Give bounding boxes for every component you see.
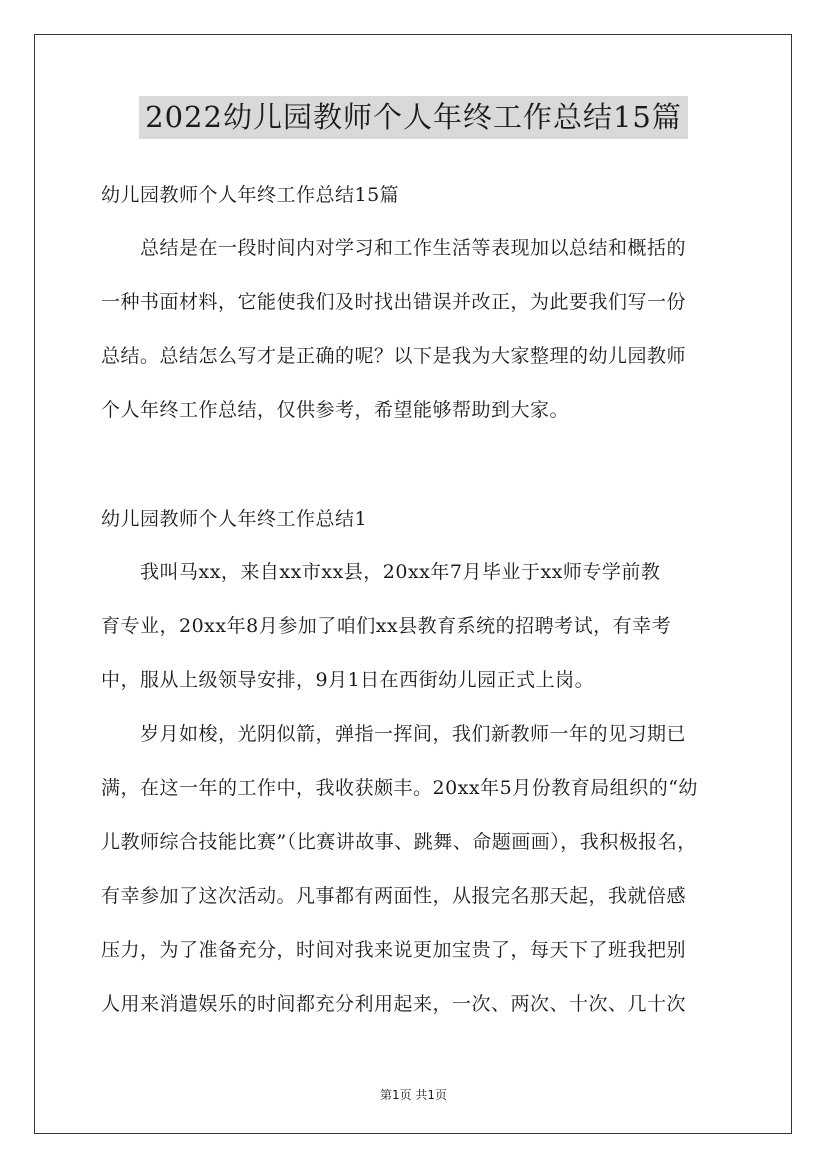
paragraph-line: 有幸参加了这次活动。凡事都有两面性，从报完名那天起，我就倍感: [101, 885, 687, 907]
paragraph-line: 育专业，20xx年8月参加了咱们xx县教育系统的招聘考试，有幸考: [101, 615, 672, 637]
paragraph-line: 总结是在一段时间内对学习和工作生活等表现加以总结和概括的: [101, 237, 687, 259]
paragraph-line: 中，服从上级领导安排，9月1日在西街幼儿园正式上岗。: [101, 669, 595, 691]
paragraph-line: 一种书面材料，它能使我们及时找出错误并改正，为此要我们写一份: [101, 291, 687, 313]
paragraph-line: 总结。总结怎么写才是正确的呢？以下是我为大家整理的幼儿园教师: [101, 345, 687, 367]
subtitle-line: 幼儿园教师个人年终工作总结15篇: [101, 184, 400, 206]
paragraph-line: 满，在这一年的工作中，我收获颇丰。20xx年5月份教育局组织的“幼: [101, 777, 698, 799]
paragraph-line: 压力，为了准备充分，时间对我来说更加宝贵了，每天下了班我把别: [101, 939, 687, 961]
document-title: 2022幼儿园教师个人年终工作总结15篇: [139, 96, 688, 139]
title-container: [0, 96, 827, 139]
section-heading: 幼儿园教师个人年终工作总结1: [101, 508, 368, 530]
paragraph-line: 个人年终工作总结，仅供参考，希望能够帮助到大家。: [101, 399, 570, 421]
paragraph-line: 儿教师综合技能比赛”（比赛讲故事、跳舞、命题画画），我积极报名，: [101, 831, 697, 853]
paragraph-line: 岁月如梭，光阴似箭，弹指一挥间，我们新教师一年的见习期已: [101, 723, 687, 745]
page-footer: 第1页 共1页: [379, 1088, 448, 1102]
paragraph-line: 我叫马xx，来自xx市xx县，20xx年7月毕业于xx师专学前教: [101, 561, 661, 583]
paragraph-line: 人用来消遣娱乐的时间都充分利用起来，一次、两次、十次、几十次: [101, 993, 687, 1015]
